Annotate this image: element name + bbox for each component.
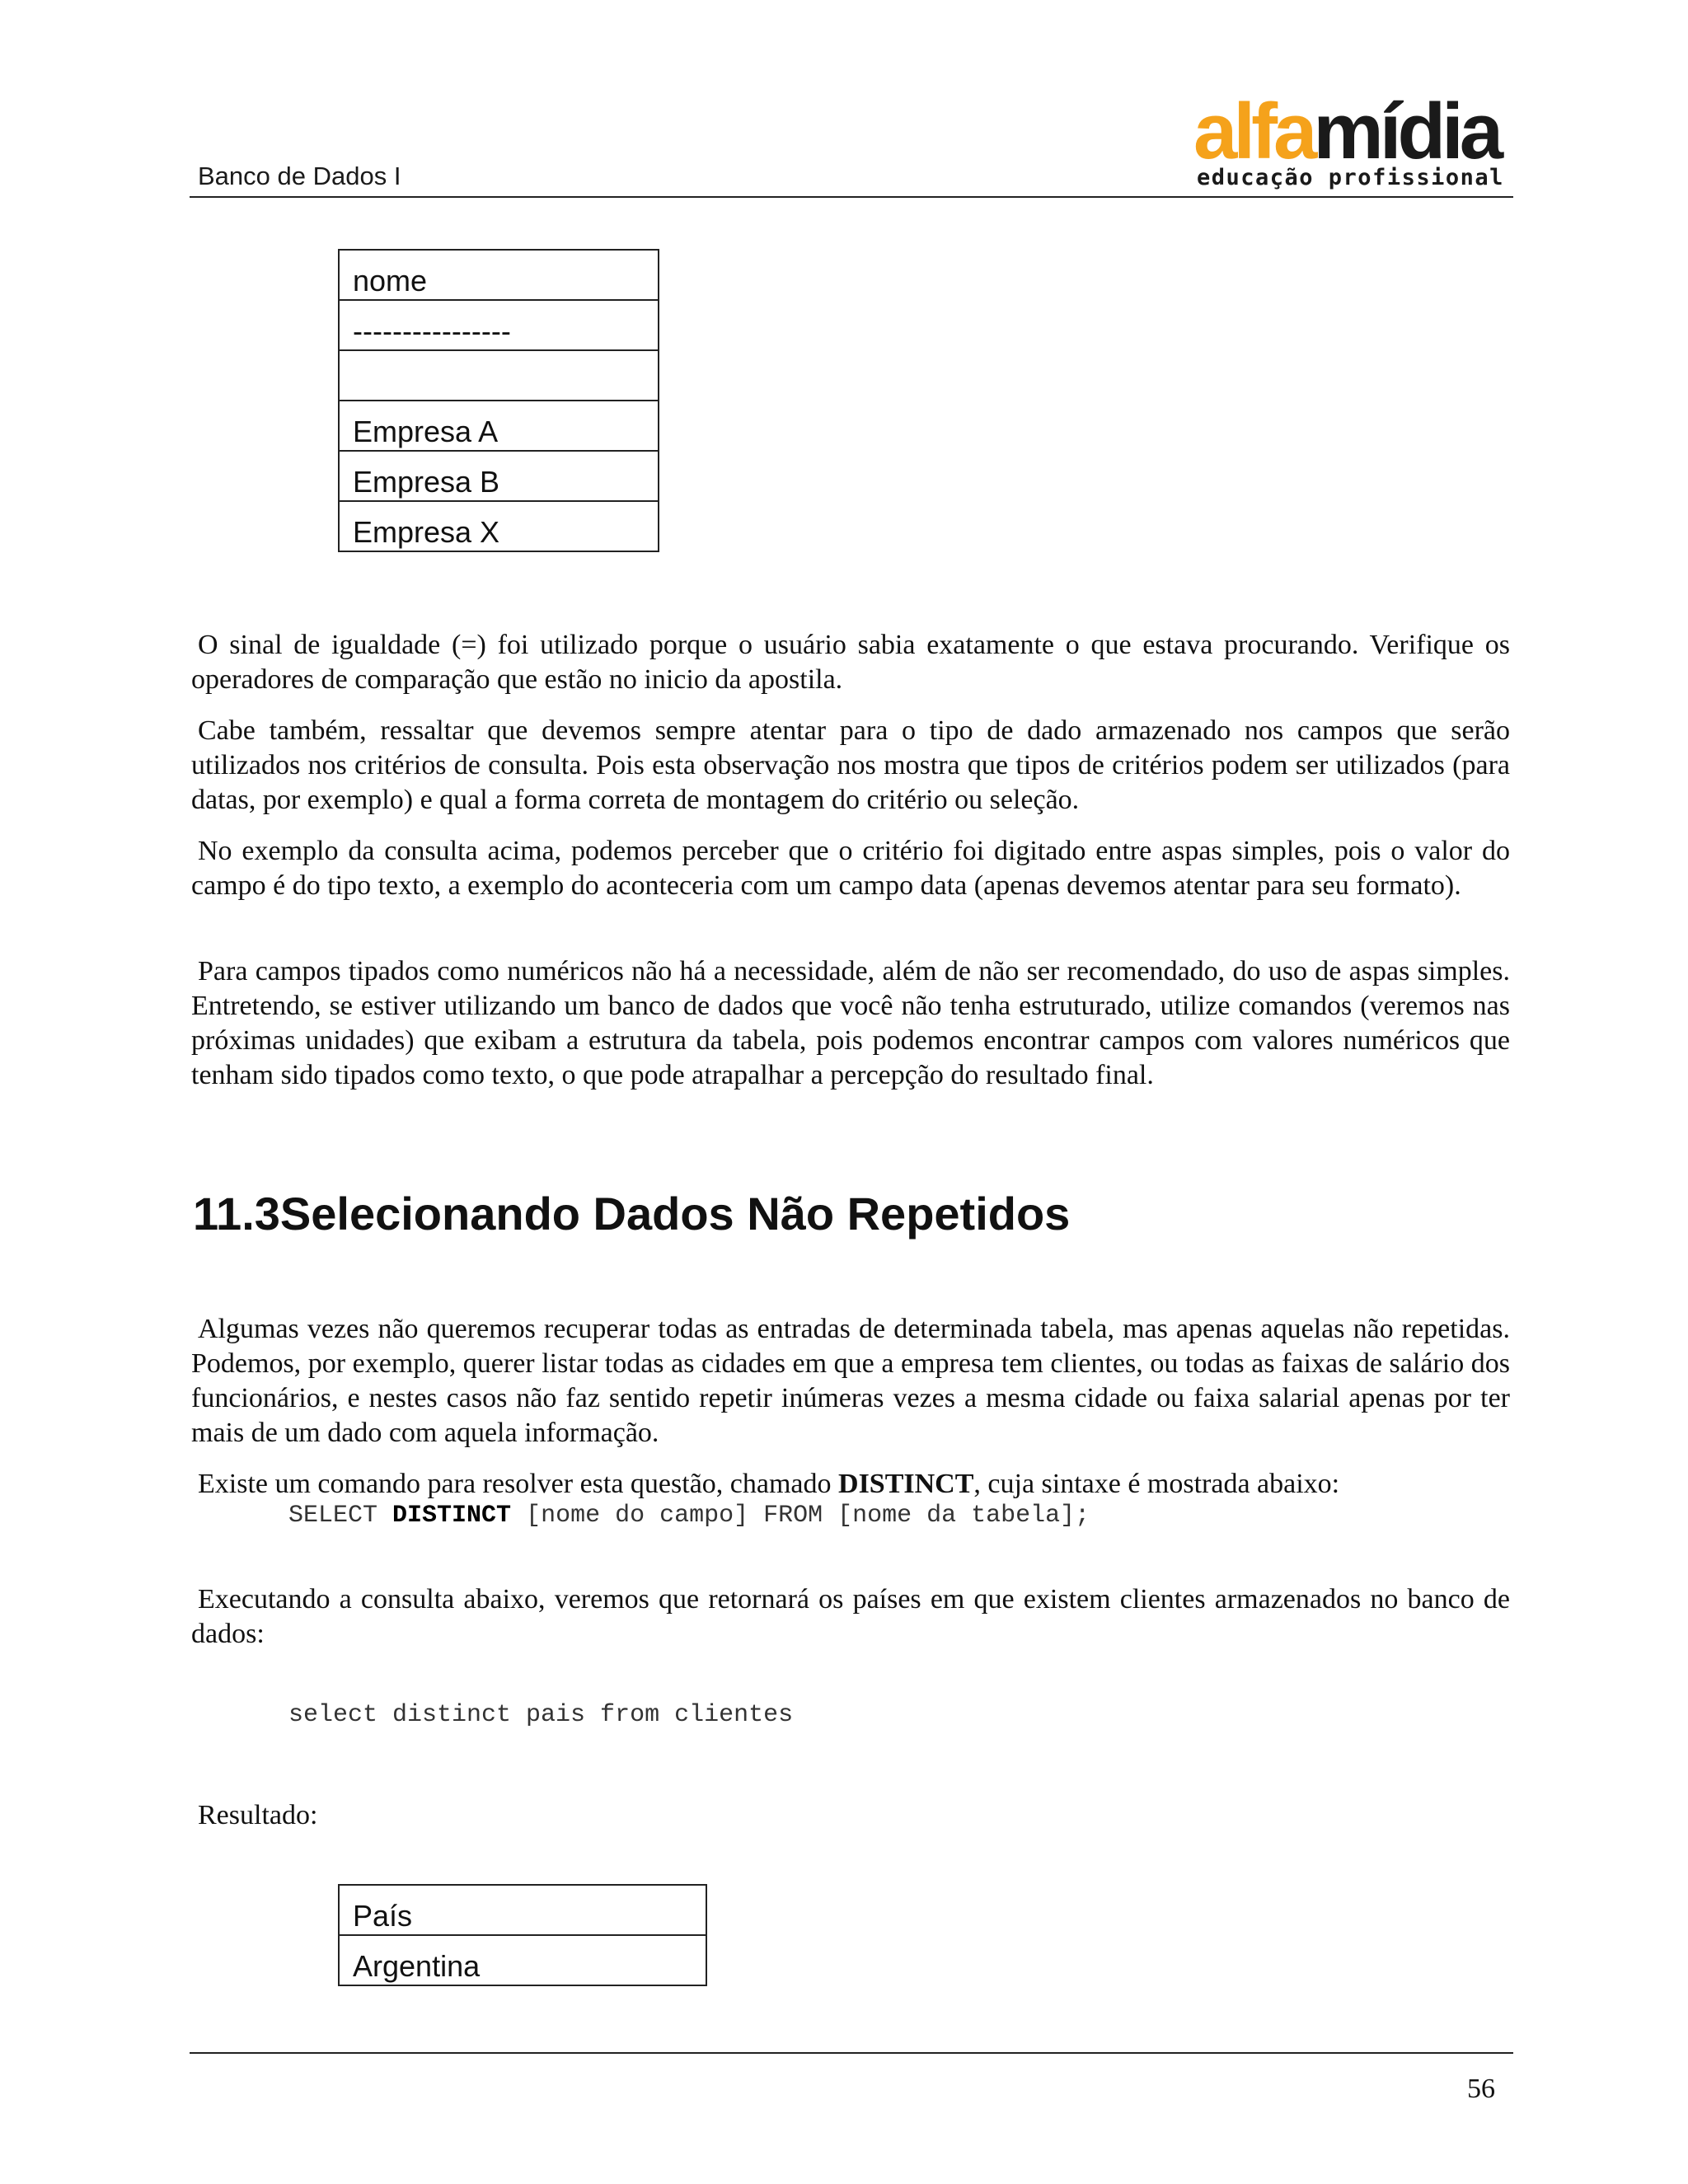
document-title: Banco de Dados I (198, 162, 401, 190)
paragraph-numeric-fields: Para campos tipados como numéricos não há a necessidade, além de não ser recomendado, do uso de aspas simples. Entretendo, se estiver utilizando um banco de dados que você não tenha estruturado, utilize comandos (veremos nas próximas unidades) que exibam a estrutura da tabela, pois podemos encontrar campos com valores numéricos que tenham sido tipados como texto, o que pode atrapalhar a percepção do resultado final. (191, 956, 1510, 1090)
code-syntax-end: [nome do campo] FROM [nome da tabela]; (511, 1502, 1090, 1530)
table-row (339, 300, 659, 350)
section-number: 11.3 (193, 1188, 280, 1240)
table-row (339, 401, 659, 451)
table-row (339, 1935, 706, 1985)
paragraph-data-type: Cabe também, ressaltar que devemos sempre atentar para o tipo de dado armazenado nos campos que serão utilizados nos critérios de consulta. Pois esta observação nos mostra que tipos de critérios podem ser utilizados (para datas, por exemplo) e qual a forma correta de montagem do critério ou seleção. (191, 715, 1510, 815)
paragraph-distinct-intro (191, 1467, 1510, 1502)
table-header-cell: País (339, 1885, 706, 1935)
paragraph-non-repeated: Algumas vezes não queremos recuperar todas as entradas de determinada tabela, mas apenas aquelas não repetidas. Podemos, por exemplo, querer listar todas as cidades em que a empresa tem clientes, ou todas as faixas de salário dos funcionários, e nestes casos não faz sentido repetir inúmeras vezes a mesma cidade ou faixa salarial apenas por ter mais de um dado com aquela informação. (191, 1314, 1510, 1448)
alfamidia-logo (1193, 87, 1510, 194)
page-number: 56 (1467, 2074, 1495, 2104)
logo-wordmark-part1: alfa (1193, 87, 1314, 176)
section-heading (193, 1187, 1070, 1240)
code-syntax (288, 1502, 1090, 1530)
table-row (339, 1885, 706, 1935)
code-syntax-start: SELECT (288, 1502, 393, 1530)
table-row (339, 350, 659, 401)
table-cell: Empresa A (339, 401, 659, 451)
table-header-cell: nome (339, 250, 659, 300)
table-cell: Empresa X (339, 501, 659, 551)
distinct-intro-text: Existe um comando para resolver esta questão, chamado (198, 1469, 839, 1499)
header-divider (190, 196, 1513, 198)
table-cell: Empresa B (339, 451, 659, 501)
paragraph-single-quotes: No exemplo da consulta acima, podemos perceber que o critério foi digitado entre aspas simples, pois o valor do campo é do tipo texto, a exemplo do aconteceria com um campo data (apenas devemos atentar para seu formato). (191, 836, 1510, 901)
result-label: Resultado: (198, 1800, 318, 1830)
table-row (339, 250, 659, 300)
code-syntax-keyword: DISTINCT (392, 1502, 512, 1530)
logo-wordmark (1193, 87, 1500, 176)
logo-wordmark-part2: mídia (1313, 87, 1500, 176)
table-cell: Argentina (339, 1935, 706, 1985)
logo-tagline: educação profissional (1197, 165, 1504, 190)
table-separator-cell: ---------------- (339, 300, 659, 350)
code-query: select distinct pais from clientes (288, 1701, 794, 1729)
paragraph-equality-sign: O sinal de igualdade (=) foi utilizado porque o usuário sabia exatamente o que estava procurando. Verifique os operadores de comparação que estão no inicio da apostila. (191, 630, 1510, 695)
table-row (339, 451, 659, 501)
result-table-pais (338, 1884, 707, 1986)
table-empty-cell (339, 350, 659, 401)
table-row (339, 501, 659, 551)
paragraph-query-explanation: Executando a consulta abaixo, veremos que retornará os países em que existem clientes armazenados no banco de dados: (191, 1584, 1510, 1649)
section-title: Selecionando Dados Não Repetidos (279, 1188, 1071, 1240)
footer-divider (190, 2052, 1513, 2054)
distinct-intro-text-end: , cuja sintaxe é mostrada abaixo: (973, 1469, 1340, 1499)
distinct-keyword: DISTINCT (838, 1469, 974, 1499)
result-table-nome (338, 249, 659, 552)
